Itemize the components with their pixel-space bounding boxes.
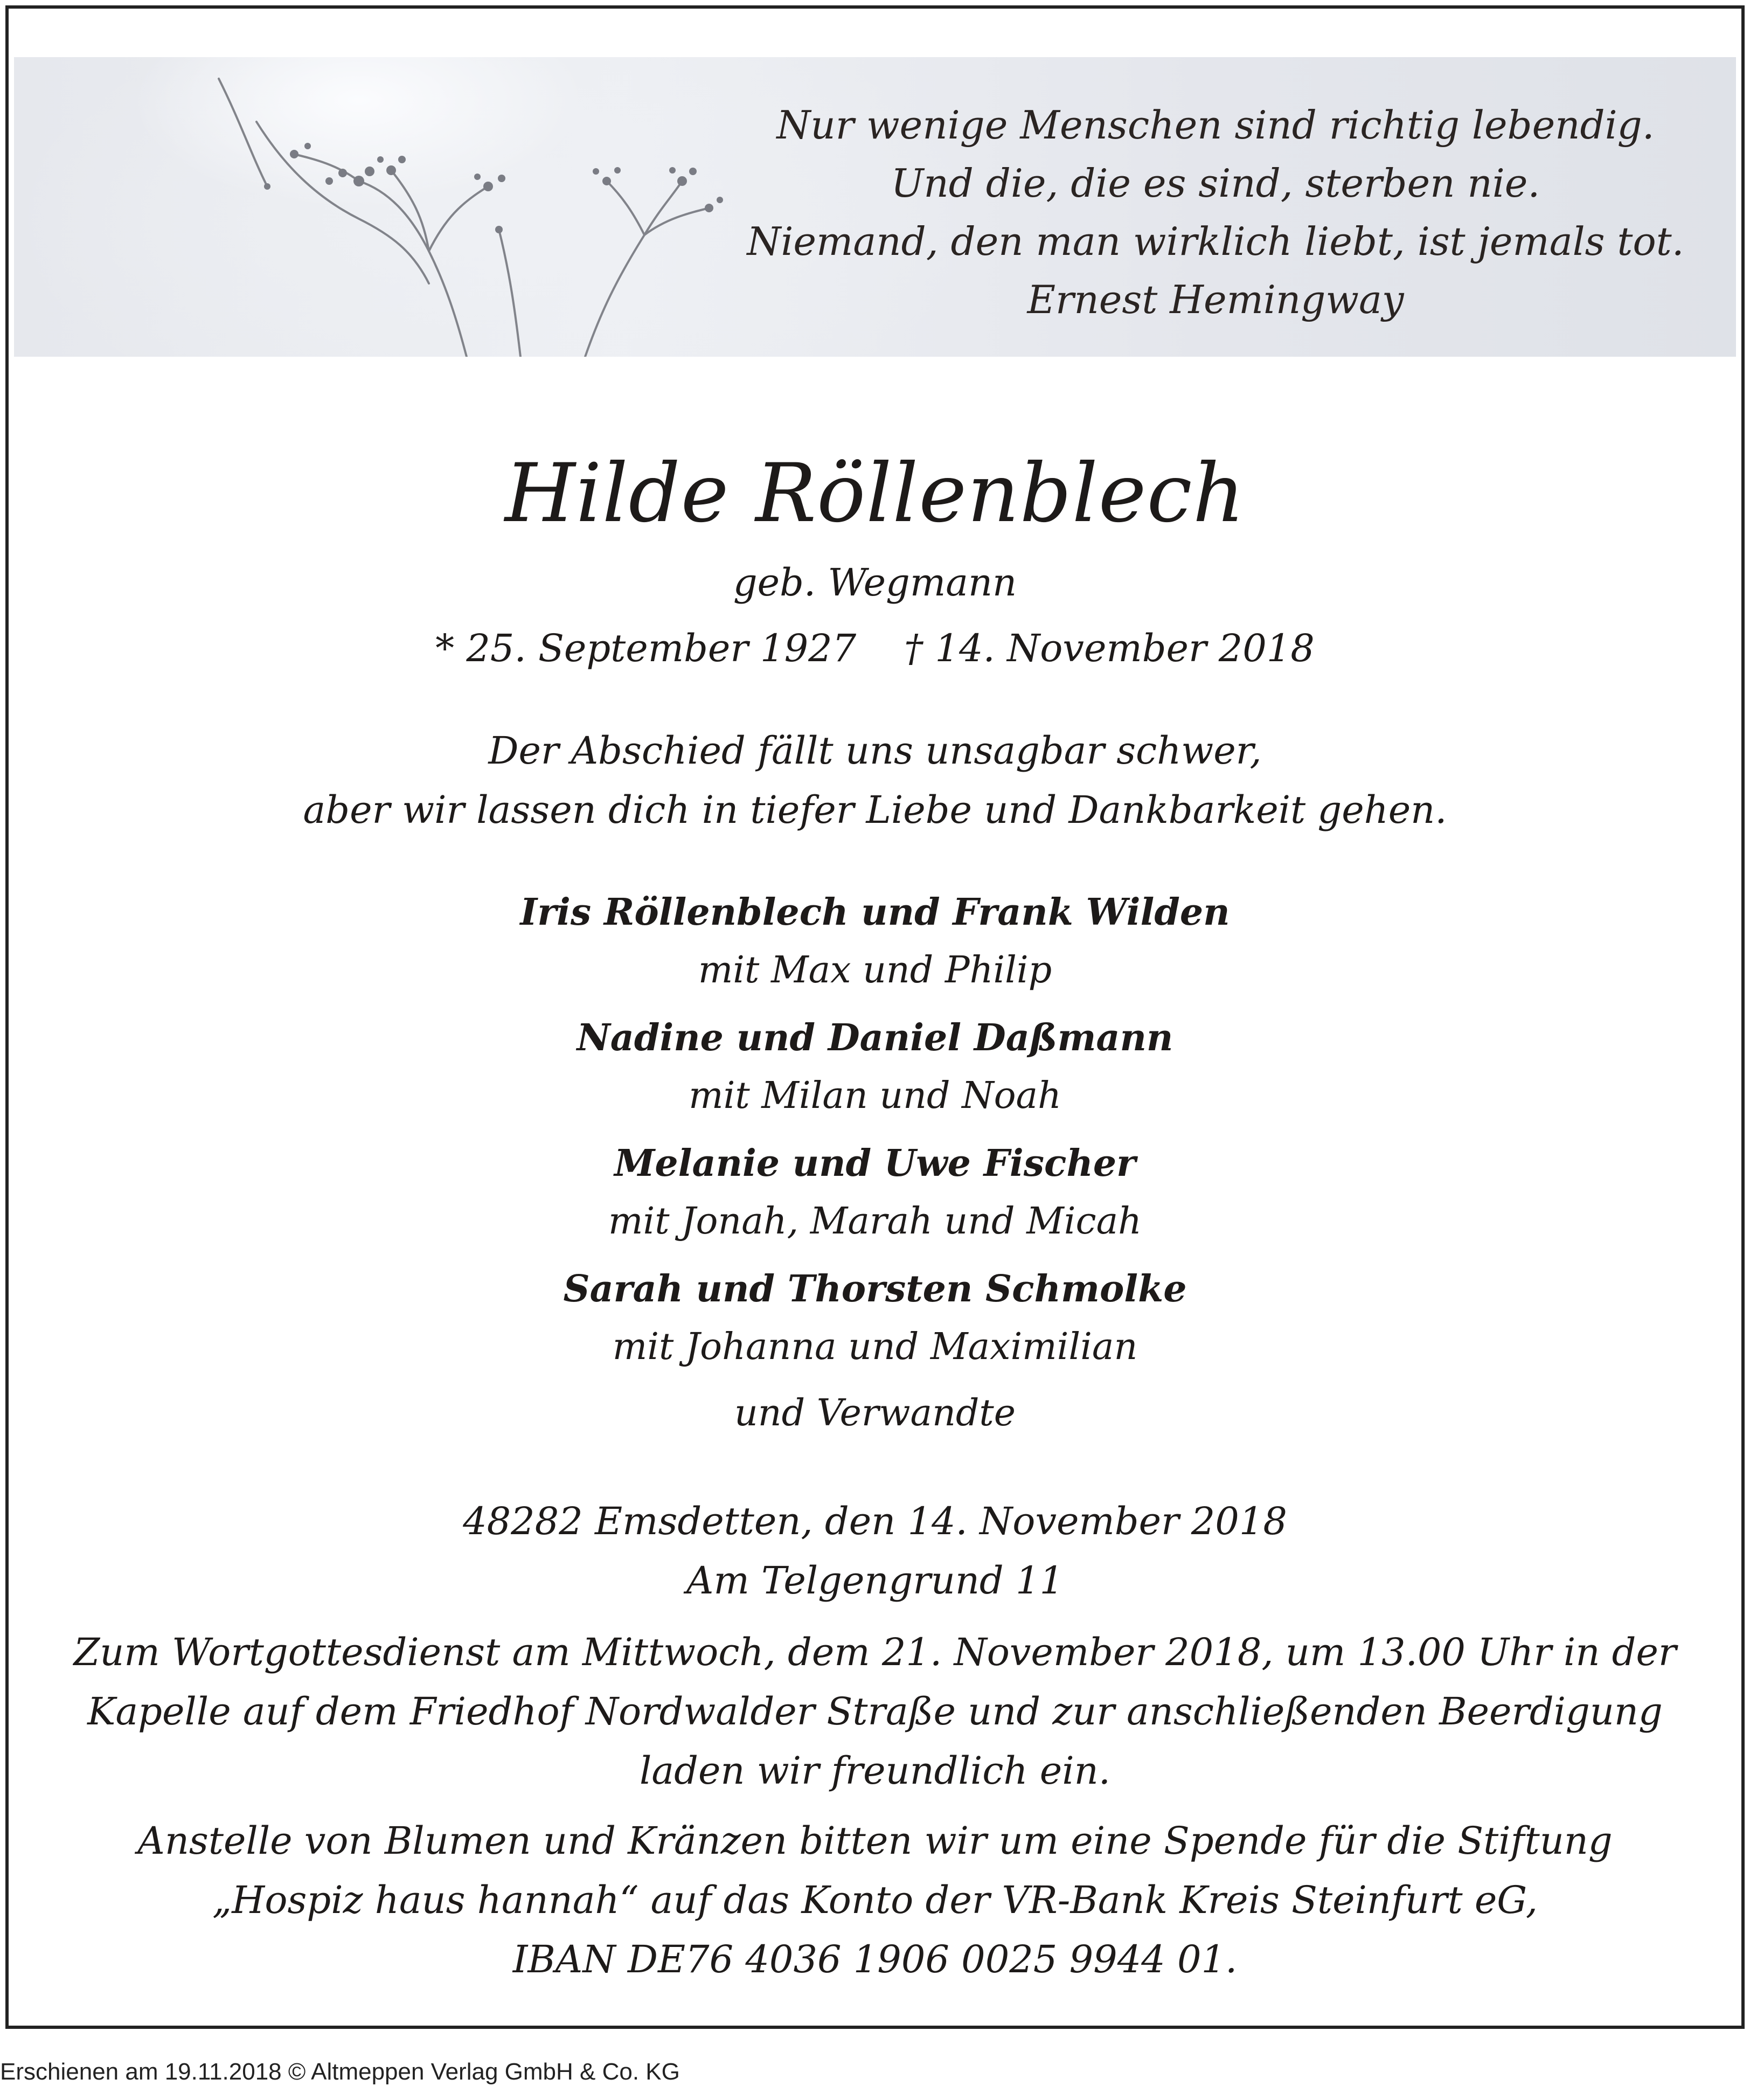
place-date: 48282 Emsdetten, den 14. November 2018 bbox=[463, 1499, 1287, 1543]
service-line: laden wir freundlich ein. bbox=[640, 1749, 1110, 1793]
quote-author: Ernest Hemingway bbox=[1027, 277, 1404, 322]
service-line: Zum Wortgottesdienst am Mittwoch, dem 21. November 2018, um 13.00 Uhr in der bbox=[73, 1630, 1677, 1674]
mourner-children: mit Max und Philip bbox=[698, 949, 1052, 992]
street-address: Am Telgengrund 11 bbox=[686, 1558, 1064, 1603]
quote-line: Nur wenige Menschen sind richtig lebendig. bbox=[776, 102, 1655, 148]
relatives: und Verwandte bbox=[734, 1392, 1016, 1434]
hemingway-quote bbox=[736, 96, 1695, 329]
mourner-names: Nadine und Daniel Daßmann bbox=[577, 1016, 1173, 1059]
quote-line: Niemand, den man wirklich liebt, ist jemals tot. bbox=[747, 219, 1684, 264]
iban-line: IBAN DE76 4036 1906 0025 9944 01. bbox=[512, 1937, 1238, 1981]
dried-flower-illustration bbox=[14, 57, 768, 357]
service-line: Kapelle auf dem Friedhof Nordwalder Straße und zur anschließenden Beerdigung bbox=[87, 1689, 1663, 1734]
mourner-names: Iris Röllenblech und Frank Wilden bbox=[520, 891, 1230, 934]
mourner-children: mit Milan und Noah bbox=[689, 1075, 1061, 1117]
quote-line: Und die, die es sind, sterben nie. bbox=[891, 161, 1540, 206]
mourner-names: Melanie und Uwe Fischer bbox=[614, 1142, 1136, 1185]
farewell-line: aber wir lassen dich in tiefer Liebe und Dankbarkeit gehen. bbox=[303, 788, 1447, 832]
mourner-names: Sarah und Thorsten Schmolke bbox=[563, 1267, 1187, 1311]
donation-line: „Hospiz haus hannah“ auf das Konto der VR-Bank Kreis Steinfurt eG, bbox=[212, 1878, 1538, 1922]
birth-name: geb. Wegmann bbox=[733, 560, 1017, 605]
mourner-children: mit Jonah, Marah und Micah bbox=[608, 1200, 1142, 1243]
farewell-line: Der Abschied fällt uns unsagbar schwer, bbox=[488, 729, 1262, 773]
life-dates: * 25. September 1927 † 14. November 2018 bbox=[435, 626, 1315, 670]
obituary-notice bbox=[5, 5, 1745, 2029]
mourner-children: mit Johanna und Maximilian bbox=[612, 1326, 1138, 1368]
deceased-name: Hilde Röllenblech bbox=[504, 447, 1246, 540]
header-photo bbox=[14, 57, 1736, 357]
publication-note: Erschienen am 19.11.2018 © Altmeppen Verlag GmbH & Co. KG bbox=[0, 2059, 680, 2085]
donation-line: Anstelle von Blumen und Kränzen bitten wir um eine Spende für die Stiftung bbox=[137, 1819, 1613, 1863]
